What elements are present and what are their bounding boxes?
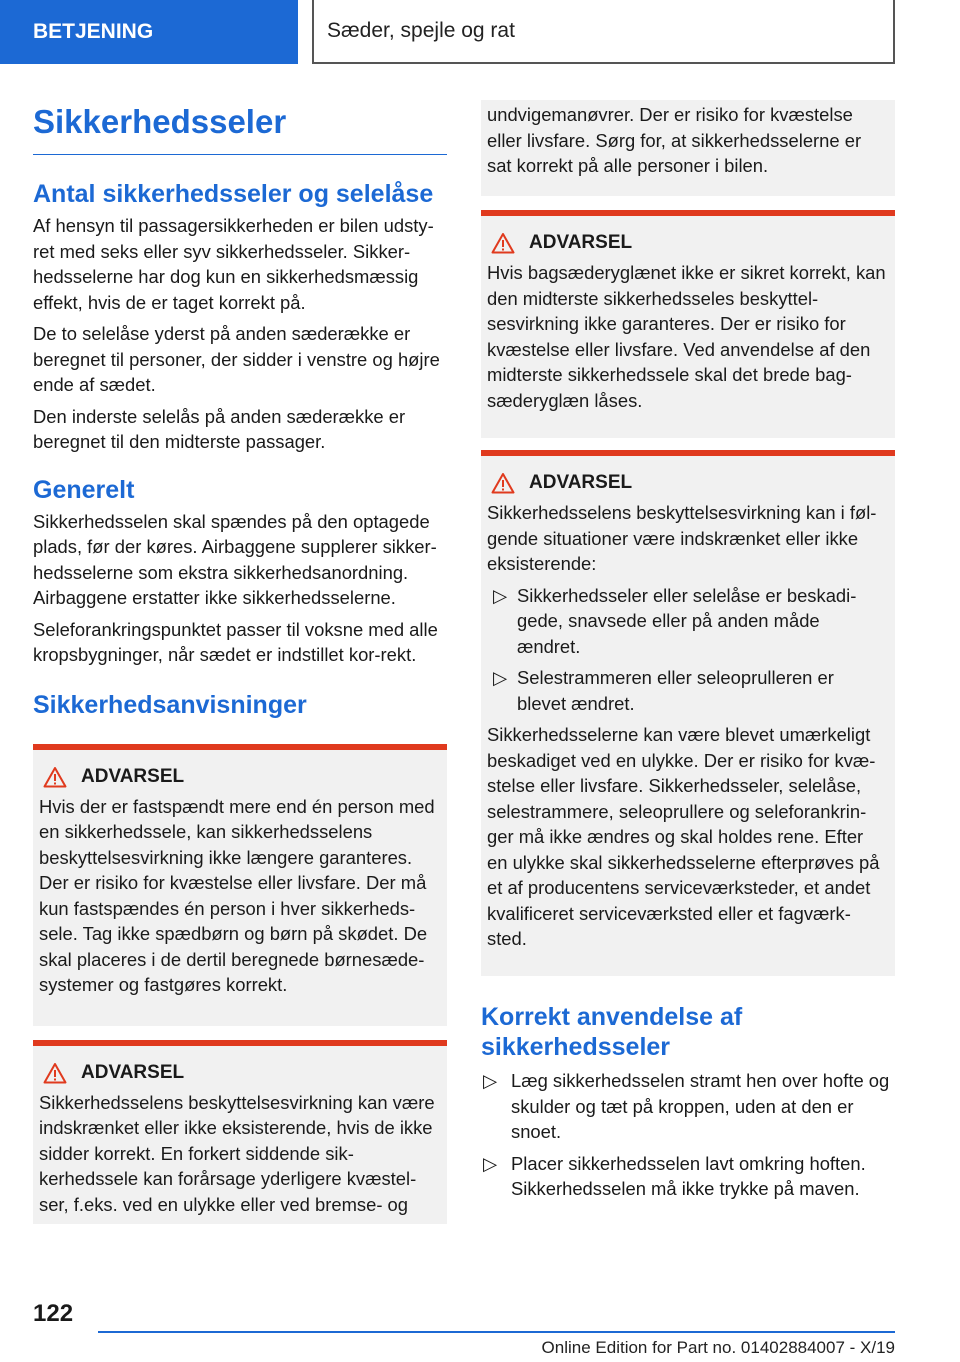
list-item	[487, 665, 887, 716]
list-item-text: Placer sikkerhedsselen lavt omkring hoften. Sikkerhedsselen må ikke trykke på maven.	[511, 1152, 866, 1199]
page-title: Sikkerhedsseler	[33, 100, 447, 155]
warning-header	[491, 470, 887, 496]
bullet-marker: ▷	[483, 1070, 498, 1091]
list-item-text: Sikkerhedsseler eller selelåse er beskadi-gede, snavsede eller på anden måde ændret.	[517, 584, 857, 657]
page-number: 122	[33, 1300, 74, 1327]
footer-divider	[98, 1331, 895, 1333]
left-column	[33, 100, 447, 1224]
warning-text: Sikkerhedsselens beskyttelsesvirkning kan være indskrænket eller ikke eksisterende, hvis de ikke sidder korrekt. En forkert siddende sik-kerhedssele kan forårsage yderligere kvæstel-ser, f.eks. ved en ulykke eller ved bremse- og	[39, 1091, 435, 1215]
warning-label: ADVARSEL	[529, 472, 633, 493]
warning-triangle-icon	[43, 1062, 67, 1084]
heading-antal: Antal sikkerhedsseler og selelåse	[33, 180, 434, 208]
warning-text: Sikkerhedsselens beskyttelsesvirkning kan i føl-gende situationer være indskrænket eller ikke eksisterende:	[487, 502, 877, 574]
section-header	[312, 0, 895, 64]
warning-triangle-icon	[491, 472, 515, 494]
list-item-text: Læg sikkerhedsselen stramt hen over hofte og skulder og tæt på kroppen, uden at den er snoet.	[511, 1070, 890, 1142]
warning-triangle-icon	[491, 232, 515, 254]
list-item	[481, 1151, 895, 1202]
heading-generelt: Generelt	[33, 475, 135, 504]
heading-anvisninger: Sikkerhedsanvisninger	[33, 690, 307, 719]
right-column	[481, 100, 895, 1202]
warning-text: Sikkerhedsselerne kan være blevet umærkeligt beskadiget ved en ulykke. Der er risiko for kvæ-stelse eller livsfare. Sikkerhedsseler, selelåse, selestrammere, seleoprullere og seleforankrin-ger må ikke ændres og skal holdes rene. Efter en ulykke skal sikkerhedsselerne efterprøves på et af producentens serviceværksteder, et andet kvalificeret serviceværksted eller et fagværk-sted.	[487, 724, 880, 949]
warning-label: ADVARSEL	[81, 765, 185, 787]
list-item	[487, 583, 887, 660]
warning-header	[43, 1060, 439, 1086]
warning-box	[33, 744, 447, 1026]
warning-triangle-icon	[43, 766, 67, 788]
bullet-marker: ▷	[493, 584, 508, 606]
paragraph: Seleforankringspunktet passer til voksne med alle kropsbygninger, når sædet er indstillet kor-rekt.	[33, 618, 438, 665]
warning-text: undvigemanøvrer. Der er risiko for kvæstelse eller livsfare. Sørg for, at sikkerhedsselerne er sat korrekt på alle personer i bilen.	[487, 104, 862, 176]
warning-label: ADVARSEL	[529, 232, 633, 253]
warning-text: Hvis bagsæderyglænet ikke er sikret korrekt, kan den midterste sikkerhedsseles beskyttel-sesvirkning ikke garanteres. Der er risiko for kvæstelse eller livsfare. Ved anvendelse af den midterste sikkerhedssele skal det brede bag-sæderyglæn låses.	[487, 262, 886, 411]
heading-korrekt: Korrekt anvendelse af sikkerhedsseler	[481, 1003, 743, 1061]
paragraph: Af hensyn til passagersikkerheden er bilen udsty-ret med seks eller syv sikkerhedsseler. Sikker-hedsselerne har dog kun en sikkerhedsmæssig effekt, hvis de er taget korrekt på.	[33, 215, 434, 313]
chapter-label: BETJENING	[33, 20, 154, 43]
warning-label: ADVARSEL	[81, 1061, 185, 1083]
bullet-marker: ▷	[493, 667, 508, 688]
list-item-text: Selestrammeren eller seleoprulleren er blevet ændret.	[517, 667, 834, 714]
warning-text: Hvis der er fastspændt mere end én person med en sikkerhedssele, kan sikkerhedsselens beskyttelsesvirkning ikke længere garanteres. Der er risiko for kvæstelse eller livsfare. Der må kun fastspændes én person i hver sikkerheds-sele. Tag ikke spædbørn og børn på skødet. De skal placeres i de dertil beregnede børnesæde-systemer og fastgøres korrekt.	[39, 795, 435, 995]
edition-note: Online Edition for Part no. 01402884007 - X/19	[541, 1338, 895, 1357]
paragraph: De to selelåse yderst på anden sæderække er beregnet til personer, der sidder i venstre og højre ende af sædet.	[33, 323, 440, 395]
list-item	[481, 1068, 895, 1145]
warning-box	[33, 1040, 447, 1224]
paragraph: Sikkerhedsselen skal spændes på den optagede plads, før der køres. Airbaggene supplerer sikker-hedsselerne som ekstra sikkerhedsanordning. Airbaggene erstatter ikke sikkerhedsselerne.	[33, 510, 437, 608]
chapter-tab	[0, 0, 298, 64]
section-label: Sæder, spejle og rat	[327, 19, 515, 42]
warning-header	[43, 764, 439, 790]
warning-header	[491, 230, 887, 256]
paragraph: Den inderste selelås på anden sæderække er beregnet til den midterste passager.	[33, 405, 406, 452]
bullet-marker: ▷	[483, 1152, 498, 1174]
warning-box	[481, 450, 895, 976]
warning-box	[481, 210, 895, 438]
warning-box-continued	[481, 100, 895, 196]
